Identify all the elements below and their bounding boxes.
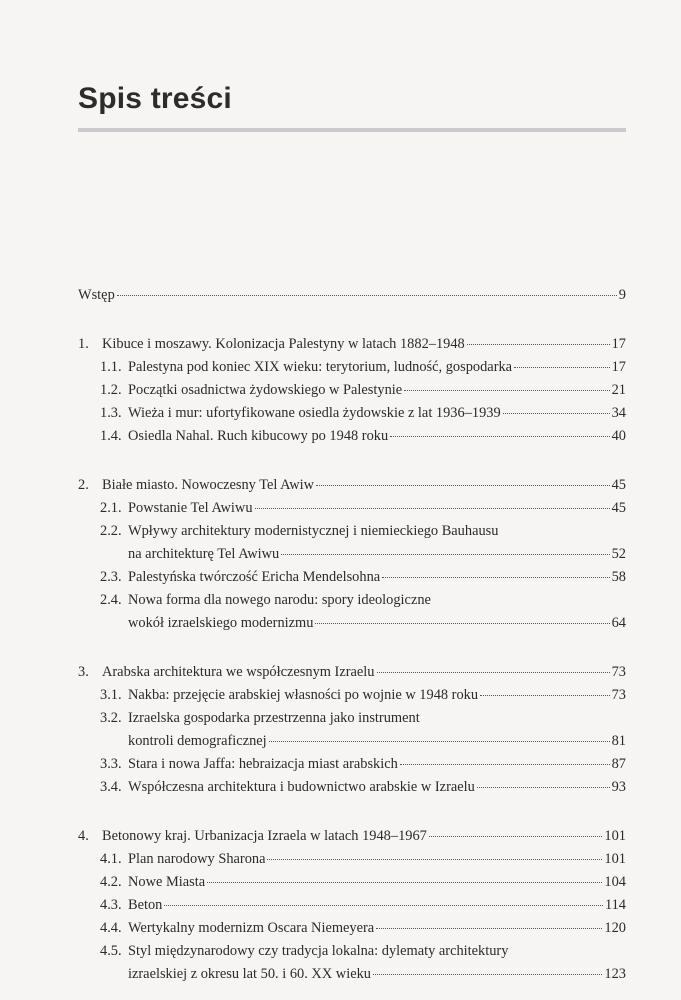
toc-entry-1-1[interactable] (78, 356, 626, 379)
leader-dots (269, 741, 610, 742)
toc-entry-title: Białe miasto. Nowoczesny Tel Awiw (102, 477, 315, 493)
toc-entry-title: Nakba: przejęcie arabskiej własności po wojnie w 1948 roku (128, 687, 479, 703)
toc-page-number: 73 (611, 687, 626, 703)
toc-entry-number: 4.1. (100, 851, 122, 867)
leader-dots (503, 413, 610, 414)
toc-entry-number: 1.1. (100, 359, 122, 375)
toc-entry-2-2[interactable] (78, 520, 626, 543)
toc-entry-title: Wertykalny modernizm Oscara Niemeyera (128, 920, 375, 936)
toc-page-number: 101 (604, 851, 626, 867)
toc-entry-title: Osiedla Nahal. Ruch kibucowy po 1948 roku (128, 428, 389, 444)
title-rule (78, 128, 626, 132)
toc-page-number: 9 (618, 287, 626, 303)
toc-page-number: 93 (611, 779, 626, 795)
toc-entry-chapter-4[interactable] (78, 825, 626, 848)
toc-entry-title: Wstęp (78, 287, 115, 303)
toc-entry-number: 2.1. (100, 500, 122, 516)
toc-page-number: 52 (611, 546, 626, 562)
toc-entry-4-5-continued[interactable] (78, 963, 626, 986)
toc-entry-title: Beton (128, 897, 163, 913)
toc-entry-number: 1. (78, 336, 89, 352)
toc-page-number: 21 (611, 382, 626, 398)
toc-entry-number: 1.2. (100, 382, 122, 398)
toc-page-number: 40 (611, 428, 626, 444)
toc-entry-number: 3.2. (100, 710, 122, 726)
toc-entry-number: 4.5. (100, 943, 122, 959)
toc-entry-title-continued: na architekturę Tel Awiwu (128, 546, 280, 562)
toc-entry-title: Palestyńska twórczość Ericha Mendelsohna (128, 569, 381, 585)
toc-page-number: 17 (611, 336, 626, 352)
toc-entry-title: Arabska architektura we współczesnym Izraelu (102, 664, 375, 680)
toc-entry-number: 3.4. (100, 779, 122, 795)
toc-entry-title: Styl międzynarodowy czy tradycja lokalna: dylematy architektury (128, 943, 509, 959)
toc-entry-number: 2.2. (100, 523, 122, 539)
toc-entry-title: Kibuce i moszawy. Kolonizacja Palestyny w latach 1882–1948 (102, 336, 465, 352)
leader-dots (480, 695, 610, 696)
leader-dots (373, 974, 602, 975)
table-of-contents (78, 284, 626, 986)
toc-entry-4-4[interactable] (78, 917, 626, 940)
leader-dots (117, 295, 617, 296)
leader-dots (281, 554, 609, 555)
toc-entry-2-4-continued[interactable] (78, 612, 626, 635)
toc-page-number: 58 (611, 569, 626, 585)
toc-page-number: 17 (611, 359, 626, 375)
toc-entry-number: 2.4. (100, 592, 122, 608)
toc-entry-2-4[interactable] (78, 589, 626, 612)
toc-entry-number: 2. (78, 477, 89, 493)
toc-entry-title: Nowe Miasta (128, 874, 206, 890)
leader-dots (390, 436, 609, 437)
toc-entry-title: Początki osadnictwa żydowskiego w Palestynie (128, 382, 403, 398)
toc-entry-title-continued: izraelskiej z okresu lat 50. i 60. XX wieku (128, 966, 371, 982)
leader-dots (404, 390, 609, 391)
toc-entry-title: Izraelska gospodarka przestrzenna jako instrument (128, 710, 420, 726)
toc-entry-4-2[interactable] (78, 871, 626, 894)
toc-entry-number: 3. (78, 664, 89, 680)
toc-entry-title-continued: kontroli demograficznej (128, 733, 267, 749)
toc-entry-1-3[interactable] (78, 402, 626, 425)
leader-dots (382, 577, 609, 578)
toc-entry-3-2-continued[interactable] (78, 730, 626, 753)
toc-entry-number: 4. (78, 828, 89, 844)
toc-entry-title: Betonowy kraj. Urbanizacja Izraela w latach 1948–1967 (102, 828, 427, 844)
leader-dots (477, 787, 610, 788)
toc-page-number: 64 (611, 615, 626, 631)
toc-entry-4-5[interactable] (78, 940, 626, 963)
leader-dots (429, 836, 603, 837)
toc-page-number: 101 (604, 828, 626, 844)
toc-page-number: 87 (611, 756, 626, 772)
leader-dots (514, 367, 610, 368)
toc-entry-title: Nowa forma dla nowego narodu: spory ideologiczne (128, 592, 431, 608)
leader-dots (316, 485, 610, 486)
toc-entry-4-3[interactable] (78, 894, 626, 917)
toc-entry-number: 3.3. (100, 756, 122, 772)
toc-entry-number: 4.3. (100, 897, 122, 913)
toc-entry-3-1[interactable] (78, 684, 626, 707)
toc-page-number: 120 (604, 920, 626, 936)
toc-page-number: 123 (604, 966, 626, 982)
toc-page-number: 45 (611, 500, 626, 516)
toc-entry-title: Współczesna architektura i budownictwo arabskie w Izraelu (128, 779, 475, 795)
toc-entry-1-2[interactable] (78, 379, 626, 402)
toc-entry-2-1[interactable] (78, 497, 626, 520)
toc-page-number: 104 (604, 874, 626, 890)
toc-entry-title: Stara i nowa Jaffa: hebraizacja miast arabskich (128, 756, 398, 772)
toc-entry-3-2[interactable] (78, 707, 626, 730)
toc-page-number: 45 (611, 477, 626, 493)
toc-entry-title: Powstanie Tel Awiwu (128, 500, 253, 516)
leader-dots (255, 508, 610, 509)
toc-entry-title: Palestyna pod koniec XIX wieku: terytorium, ludność, gospodarka (128, 359, 513, 375)
leader-dots (267, 859, 602, 860)
toc-entry-title: Wpływy architektury modernistycznej i niemieckiego Bauhausu (128, 523, 499, 539)
toc-entry-1-4[interactable] (78, 425, 626, 448)
toc-entry-intro[interactable] (78, 284, 626, 307)
toc-entry-number: 4.2. (100, 874, 122, 890)
toc-entry-2-3[interactable] (78, 566, 626, 589)
toc-entry-chapter-1[interactable] (78, 333, 626, 356)
toc-entry-3-3[interactable] (78, 753, 626, 776)
toc-entry-title-continued: wokół izraelskiego modernizmu (128, 615, 314, 631)
toc-entry-title: Wieża i mur: ufortyfikowane osiedla żydowskie z lat 1936–1939 (128, 405, 501, 421)
toc-entry-number: 2.3. (100, 569, 122, 585)
leader-dots (315, 623, 609, 624)
toc-entry-number: 3.1. (100, 687, 122, 703)
leader-dots (377, 672, 610, 673)
toc-entry-2-2-continued[interactable] (78, 543, 626, 566)
toc-entry-chapter-3[interactable] (78, 661, 626, 684)
toc-entry-4-1[interactable] (78, 848, 626, 871)
toc-page-number: 73 (611, 664, 626, 680)
toc-entry-number: 4.4. (100, 920, 122, 936)
leader-dots (376, 928, 602, 929)
leader-dots (400, 764, 610, 765)
toc-entry-chapter-2[interactable] (78, 474, 626, 497)
leader-dots (207, 882, 602, 883)
toc-entry-3-4[interactable] (78, 776, 626, 799)
page-title: Spis treści (78, 82, 232, 115)
toc-entry-title: Plan narodowy Sharona (128, 851, 266, 867)
leader-dots (467, 344, 610, 345)
toc-page-number: 34 (611, 405, 626, 421)
toc-entry-number: 1.4. (100, 428, 122, 444)
toc-entry-number: 1.3. (100, 405, 122, 421)
toc-page-number: 114 (604, 897, 626, 913)
toc-page-number: 81 (611, 733, 626, 749)
leader-dots (164, 905, 603, 906)
